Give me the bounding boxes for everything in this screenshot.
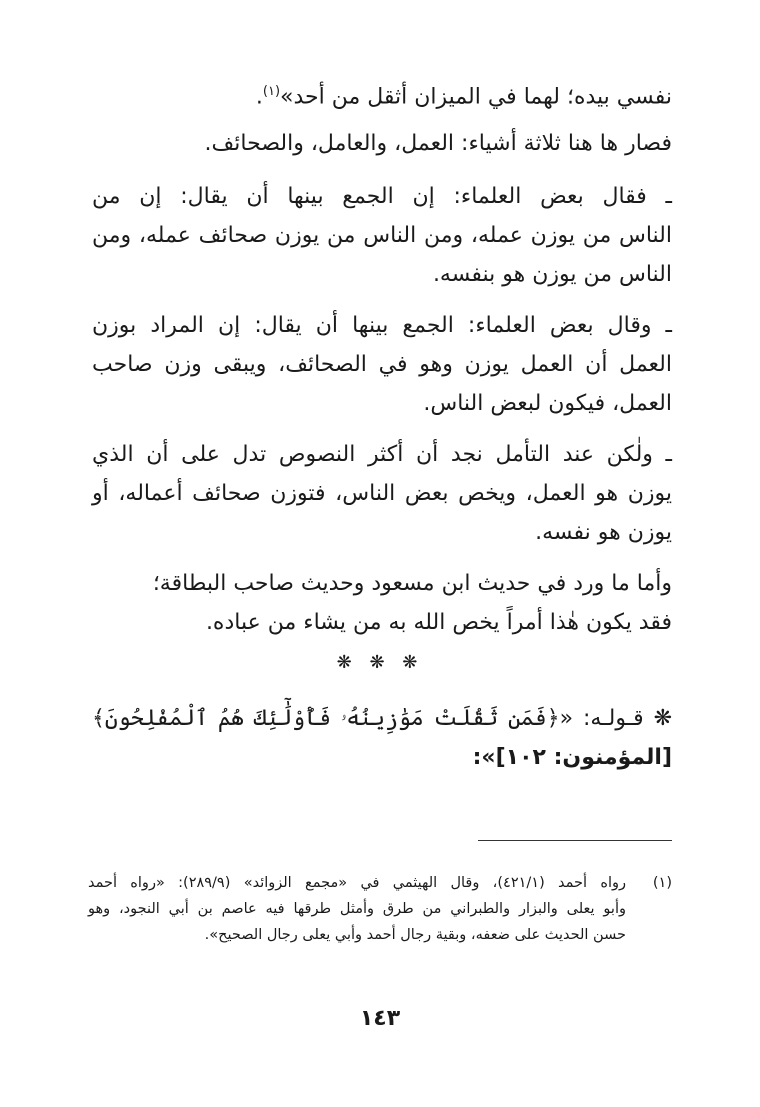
text-line-2: فصار ها هنا ثلاثة أشياء: العمل، والعامل، والصحائف. bbox=[204, 131, 672, 156]
footnote-line-2: وأبو يعلى والبزار والطبراني من طرق وأمثل طرقها فيه عاصم بن أبي النجود، وهو bbox=[88, 901, 626, 917]
page-number: ١٤٣ bbox=[359, 1006, 401, 1031]
text-line-8: العمل، فيكون لبعض الناس. bbox=[423, 391, 672, 416]
quote-close-bracket: ﴾ bbox=[92, 706, 105, 731]
text-line-9: ـ ولٰكن عند التأمل نجد أن أكثر النصوص تدل على أن الذي bbox=[92, 442, 672, 467]
quran-verse: فَمَن ثَقُلَتْ مَوَٰزِينُهُۥ فَأُوْلَٰٓئِكَ هُمُ ٱلْمُفْلِحُونَ bbox=[104, 706, 547, 731]
text-line-1-content: نفسي بيده؛ لهما في الميزان أثقل من أحد» bbox=[280, 84, 672, 110]
footnote-number: (١) bbox=[652, 875, 672, 891]
footnote-line-1: رواه أحمد (٤٢١/١)، وقال الهيثمي في «مجمع الزوائد» (٢٨٩/٩): «رواه أحمد bbox=[88, 875, 627, 891]
footnote-divider bbox=[478, 840, 672, 841]
footnote-ref: (١) bbox=[262, 84, 281, 99]
text-line-5: الناس من يوزن هو بنفسه. bbox=[432, 262, 672, 287]
text-line-13: فقد يكون هٰذا أمراً يخص الله به من يشاء من عباده. bbox=[205, 610, 672, 635]
line-end-period: . bbox=[255, 84, 263, 110]
section-separator: ❋ ❋ ❋ bbox=[336, 652, 424, 673]
footnote-line-3: حسن الحديث على ضعفه، وبقية رجال أحمد وأبي يعلى رجال الصحيح». bbox=[204, 927, 626, 943]
text-line-11: يوزن هو نفسه. bbox=[535, 520, 672, 545]
text-line-10: يوزن هو العمل، ويخص بعض الناس، فتوزن صحائف أعماله، أو bbox=[92, 481, 672, 506]
text-line-12: وأما ما ورد في حديث ابن مسعود وحديث صاحب البطاقة؛ bbox=[152, 571, 672, 596]
text-line-7: العمل أن العمل يوزن وهو في الصحائف، ويبقى وزن صاحب bbox=[92, 352, 672, 377]
quote-line-1 bbox=[92, 699, 672, 739]
text-line-1 bbox=[92, 72, 672, 117]
quote-line-2: [المؤمنون: ١٠٢]»: bbox=[472, 745, 672, 770]
text-line-3: ـ فقال بعض العلماء: إن الجمع بينها أن يقال: إن من bbox=[92, 184, 672, 209]
quote-intro: ❋ قـولـه: «﴿ bbox=[546, 706, 673, 731]
text-line-4: الناس من يوزن عمله، ومن الناس من يوزن صحائف عمله، ومن bbox=[92, 223, 672, 248]
text-line-6: ـ وقال بعض العلماء: الجمع بينها أن يقال: إن المراد بوزن bbox=[92, 313, 672, 338]
